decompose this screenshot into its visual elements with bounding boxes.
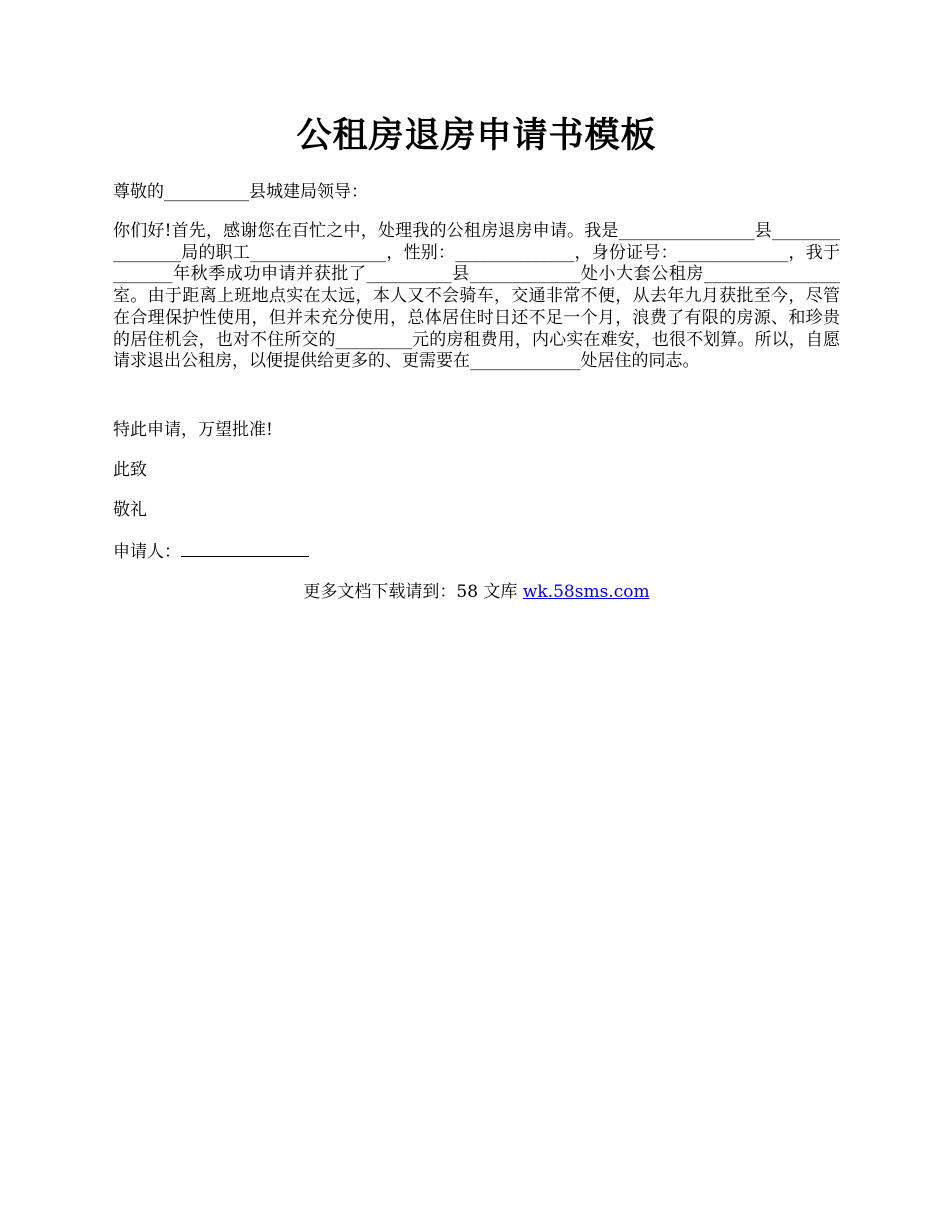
closing-line-2: 敬礼 xyxy=(113,500,147,520)
salutation: 尊敬的__________县城建局领导： xyxy=(113,182,368,202)
applicant-label: 申请人： xyxy=(113,542,181,562)
request-line: 特此申请，万望批准! xyxy=(113,420,273,440)
signature-blank xyxy=(181,539,309,557)
body-paragraph: 你们好!首先，感谢您在百忙之中，处理我的公租房退房申请。我是________________县________________局的职工________________，性别：______________，身份证号：_____________，我于_______年秋季成功申请并获批了__________县_____________处小大套公租房________________室。由于距离上班地点实在太远，本人又不会骑车，交通非常不便，从去年九月获批至今，尽管在合理保护性使用，但并未充分使用，总体居住时日还不足一个月，浪费了有限的房源、和珍贵的居住机会，也对不住所交的_________元的房租费用，内心实在难安，也很不划算。所以，自愿请求退出公租房，以便提供给更多的、更需要在_____________处居住的同志。 xyxy=(113,221,840,372)
footer-link[interactable]: wk.58sms.com xyxy=(522,582,650,602)
footer-text: 更多文档下载请到：58 文库 xyxy=(303,582,523,602)
closing-line-1: 此致 xyxy=(113,460,147,480)
footer xyxy=(113,580,840,604)
applicant-line xyxy=(113,539,840,563)
document-title: 公租房退房申请书模板 xyxy=(296,115,657,156)
